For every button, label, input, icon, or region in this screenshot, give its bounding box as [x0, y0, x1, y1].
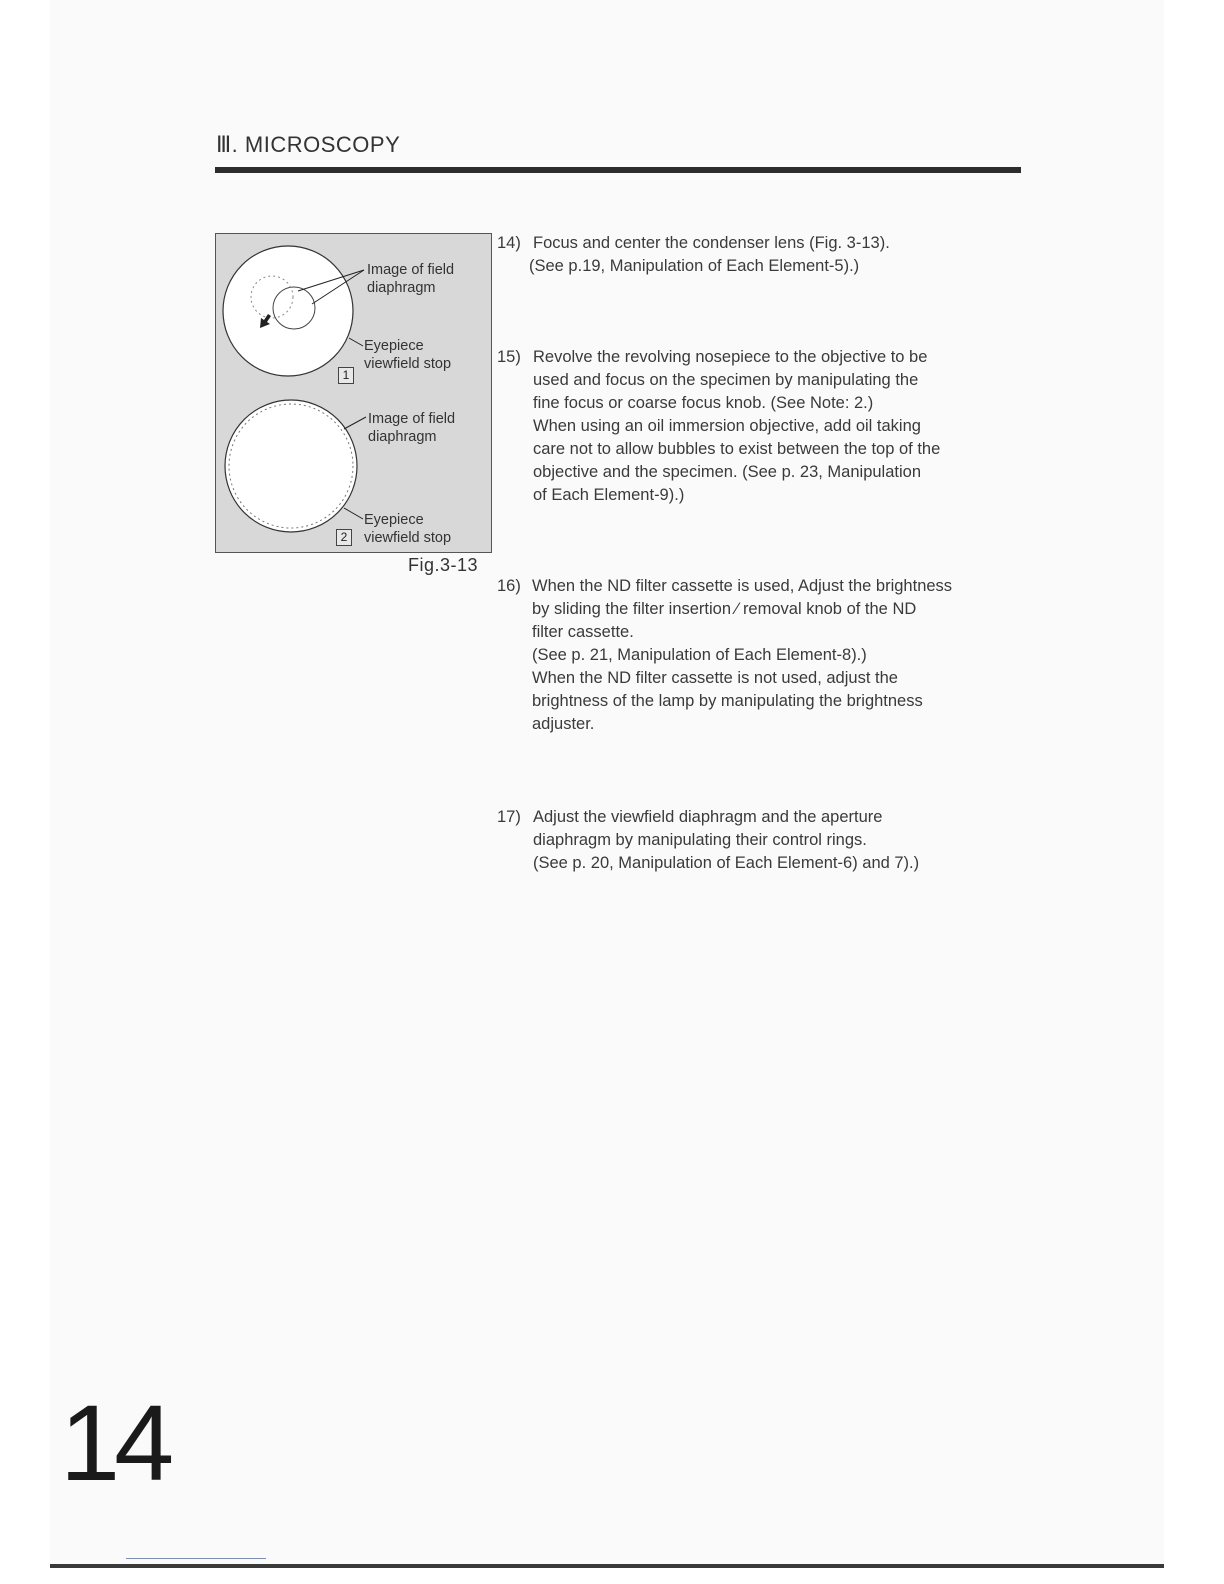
step-line: of Each Element-9).)	[533, 486, 685, 504]
scan-margin-right	[1164, 0, 1224, 1584]
page-bottom-edge	[50, 1564, 1164, 1568]
step-line: Revolve the revolving nosepiece to the objective to be	[533, 348, 928, 366]
label-eyepiece-stop-2: Eyepiece viewfield stop	[364, 512, 452, 546]
footer-rule	[126, 1558, 266, 1559]
step-number: 16)	[497, 577, 521, 595]
eyepiece-stop-circle-2	[225, 400, 357, 532]
step-14	[497, 232, 1032, 278]
step-line: Adjust the viewfield diaphragm and the aperture	[533, 808, 883, 826]
step-line: brightness of the lamp by manipulating the brightness	[532, 692, 923, 710]
step-17	[497, 806, 1032, 875]
section-title: Ⅲ. MICROSCOPY	[216, 132, 401, 157]
title-rule	[215, 167, 1021, 173]
step-number: 14)	[497, 234, 521, 252]
step-line: care not to allow bubbles to exist between the top of the	[533, 440, 941, 458]
step-line: by sliding the filter insertion ⁄ removal knob of the ND	[532, 600, 917, 618]
leader-line	[349, 338, 363, 346]
step-line: (See p. 21, Manipulation of Each Element-8).)	[532, 646, 867, 664]
page-number: 14	[60, 1382, 169, 1503]
leader-line	[344, 417, 366, 429]
step-number: 15)	[497, 348, 521, 366]
leader-line	[344, 508, 363, 519]
step-15	[497, 346, 1032, 507]
step-line: used and focus on the specimen by manipulating the	[533, 371, 919, 389]
label-image-of-field-1: Image of field diaphragm	[367, 262, 455, 296]
label-image-of-field-2: Image of field diaphragm	[368, 411, 456, 445]
step-line: When using an oil immersion objective, add oil taking	[533, 417, 921, 435]
step-line: fine focus or coarse focus knob. (See Note: 2.)	[533, 394, 874, 412]
label-eyepiece-stop-1: Eyepiece viewfield stop	[364, 338, 452, 372]
step-line: When the ND filter cassette is used, Adjust the brightness	[532, 577, 953, 595]
step-line: diaphragm by manipulating their control rings.	[533, 831, 867, 849]
panel-number-1: 1	[338, 367, 354, 384]
step-line: objective and the specimen. (See p. 23, Manipulation	[533, 463, 921, 481]
figure-3-13	[215, 233, 492, 553]
step-line: Focus and center the condenser lens (Fig. 3-13).	[533, 234, 890, 252]
step-16	[497, 575, 1032, 736]
step-line: adjuster.	[532, 715, 595, 733]
scan-margin-left	[0, 0, 50, 1584]
step-line: filter cassette.	[532, 623, 634, 641]
panel-number-2: 2	[336, 529, 352, 546]
step-number: 17)	[497, 808, 521, 826]
step-line: (See p.19, Manipulation of Each Element-5).)	[529, 257, 860, 275]
step-line: (See p. 20, Manipulation of Each Element-6) and 7).)	[533, 854, 920, 872]
figure-caption: Fig.3-13	[408, 555, 479, 575]
step-line: When the ND filter cassette is not used, adjust the	[532, 669, 898, 687]
